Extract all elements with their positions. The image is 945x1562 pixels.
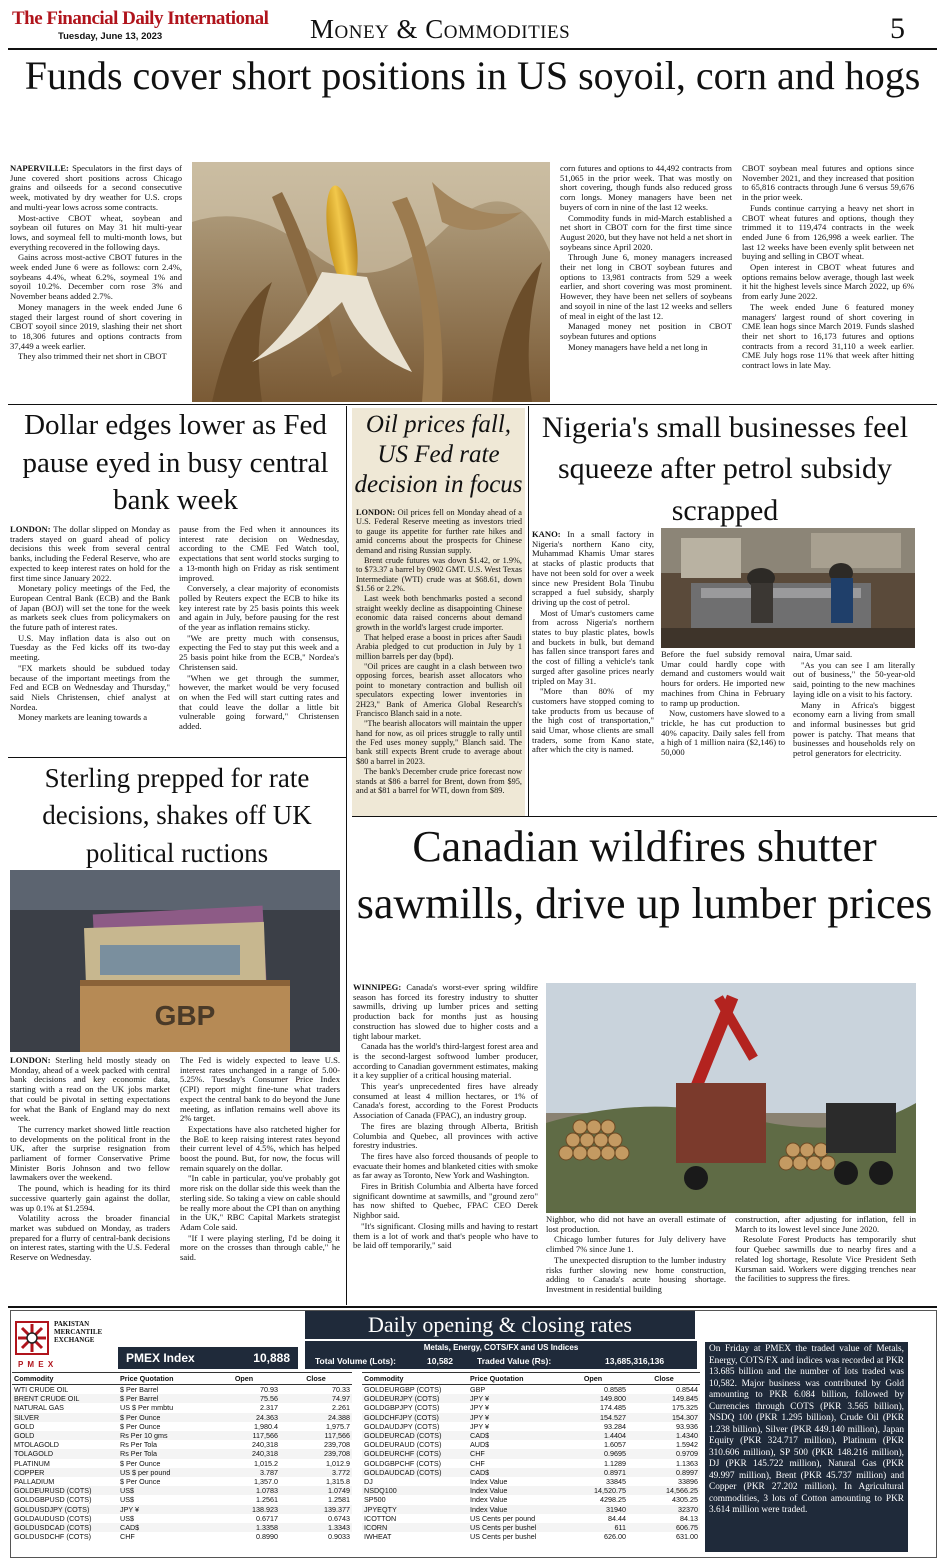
story1-para: Open interest in CBOT wheat futures and options remains below average, though last week it hit the highest levels since March 2022, up 6% from early June 2022. [742, 262, 914, 302]
quotation-cell: CAD$ [118, 1523, 208, 1532]
rate-row [12, 1495, 352, 1504]
close-cell: 0.6743 [328, 1513, 350, 1523]
story6-col3 [735, 1215, 916, 1303]
pmex-emblem-icon [12, 1318, 52, 1358]
rate-row [362, 1495, 700, 1504]
logo-abbr: P M E X [18, 1360, 55, 1369]
quotation-cell: JPY ¥ [118, 1505, 208, 1514]
close-cell: 84.13 [680, 1513, 698, 1523]
volume-label: Total Volume (Lots): [315, 1356, 396, 1366]
quotation-cell: JPY ¥ [470, 1403, 490, 1413]
story6-para: The fires are blazing through Alberta, British Columbia and Quebec, all provinces with active forestry industries. [353, 1120, 538, 1151]
open-cell: 1.0783 [208, 1486, 280, 1495]
rate-row [362, 1449, 700, 1458]
quotation-cell: US Cents per pound [470, 1513, 536, 1523]
quotation-cell: $ Per Ounce [120, 1458, 161, 1468]
close-cell: 139.377 [280, 1505, 352, 1514]
story1-para: Managed money net position in CBOT soybean futures and options [560, 321, 732, 341]
open-cell: 240,318 [208, 1449, 280, 1458]
commodity-cell: IWHEAT [364, 1532, 392, 1542]
rate-row [362, 1422, 700, 1431]
quotation-cell: US$ [118, 1486, 208, 1495]
story1-col2 [560, 164, 732, 400]
rate-row [362, 1385, 700, 1395]
story4-headline: Nigeria's small businesses feel squeeze after petrol subsidy scrapped [541, 411, 909, 527]
rate-row [362, 1486, 700, 1495]
rate-row [362, 1394, 700, 1403]
commodity-cell: SILVER [12, 1413, 118, 1422]
close-cell: 1.5942 [676, 1440, 698, 1450]
quotation-cell: Index Value [470, 1495, 508, 1505]
open-cell: 70.93 [260, 1385, 278, 1394]
commodity-cell: GOLDGBPCHF (COTS) [364, 1458, 442, 1468]
rate-row [12, 1449, 352, 1458]
story2-para: Conversely, a clear majority of economists polled by Reuters expect the ECB to hike its key interest rate by 25 basis points this week and again in July, before pausing for the rest of the year as inflation remains sticky. [179, 583, 339, 633]
rate-row [12, 1422, 352, 1431]
story5-para: The currency market showed little reaction to developments on the political front in the UK, after the surprise resignation from parliament of former Conservative Prime Minister Boris Johnson and two fellow lawmakers over the weekend. [10, 1123, 170, 1183]
open-cell: 33845 [606, 1477, 626, 1487]
open-cell: 14,520.75 [558, 1486, 628, 1495]
open-cell: 1.4404 [558, 1431, 628, 1440]
story4-para: "More than 80% of my customers have stopped coming to take products from us because of the high cost of transportation," said Umar, whose clients are small traders, some from Kano state, after which the city is named. [532, 686, 654, 755]
story2-col2 [179, 525, 339, 753]
open-cell: 1,980.4 [254, 1421, 278, 1431]
story4-col1 [532, 530, 654, 812]
close-cell: 117,566 [280, 1431, 352, 1440]
quotation-cell: CHF [468, 1449, 558, 1458]
col-header: Open [208, 1373, 280, 1385]
story5-para: The pound, which is heading for its third successive quarterly gain against the dollar, was up 0.1% at $1.2594. [10, 1183, 170, 1213]
close-cell: 74.97 [280, 1394, 352, 1403]
col-header: Commodity [12, 1373, 118, 1385]
story1-col3 [742, 164, 914, 400]
rate-row [12, 1477, 352, 1486]
commodity-cell: NSDQ100 [362, 1486, 468, 1495]
story5-col1 [10, 1056, 170, 1302]
close-cell: 631.00 [676, 1532, 698, 1542]
rate-row [362, 1477, 700, 1486]
close-cell: 154.307 [628, 1413, 700, 1422]
rate-row [12, 1385, 352, 1395]
story4-para: Before the fuel subsidy removal Umar could hardly cope with demand and customers would wait hours for orders. He imported new machines from China in February to ramp up production. [661, 650, 785, 708]
index-label: PMEX Index [126, 1351, 195, 1365]
story1-para: corn futures and options to 44,492 contracts from 51,065 in the prior week. That was mostly on short covering, though funds also reduced gross corn longs. Money managers have been net buyers of corn in nine of the last 12 weeks. [560, 164, 732, 212]
close-cell: 2.261 [332, 1403, 350, 1413]
story6-para: Canada has the world's third-largest forest area and is the second-largest softwood lumber producer, according to Canadian government estimates, making it a key supplier of a critical housing material. [353, 1041, 538, 1081]
traded-value: 13,685,316,136 [605, 1356, 665, 1366]
close-cell: 0.9709 [628, 1449, 700, 1458]
close-cell: 0.9033 [328, 1532, 350, 1542]
open-cell: 4298.25 [600, 1495, 626, 1505]
quotation-cell: Index Value [470, 1477, 508, 1487]
story4-para: naira, Umar said. [793, 650, 853, 659]
commodity-cell: GOLDUSDCHF (COTS) [14, 1532, 92, 1542]
commodity-cell: GOLDUSDCAD (COTS) [12, 1523, 118, 1532]
divider [352, 816, 937, 817]
quotation-cell: Rs Per Tola [120, 1440, 158, 1450]
close-cell: 3.772 [280, 1468, 352, 1477]
story6-headline: Canadian wildfires shutter sawmills, drive up lumber prices [356, 822, 933, 929]
divider [8, 1306, 937, 1308]
commodity-cell: ICOTTON [364, 1513, 397, 1523]
rate-row [12, 1413, 352, 1422]
open-cell: 1,357.0 [254, 1477, 278, 1487]
page-number: 5 [890, 12, 905, 45]
commodity-cell: GOLDEURCHF (COTS) [362, 1449, 468, 1458]
volume-value: 10,582 [427, 1356, 453, 1366]
commodity-cell: GOLDAUDCAD (COTS) [362, 1468, 468, 1477]
quotation-cell: US $ Per mmbtu [120, 1403, 174, 1413]
corn-photo [192, 162, 550, 402]
rate-row [12, 1394, 352, 1403]
story2-para: pause from the Fed when it announces its interest rate decision on Wednesday, according to the CME Fed Watch tool, expectations that sent world stocks surging to a 13-month high on Friday as risk sentiment improved. [179, 525, 339, 583]
open-cell: 3.787 [208, 1468, 280, 1477]
volume-bar [305, 1341, 697, 1369]
story6-para: Nighbor, who did not have an overall estimate of lost production. [546, 1215, 726, 1234]
quotation-cell: Index Value [468, 1486, 558, 1495]
open-cell: 1.6057 [604, 1440, 626, 1450]
story3-para: "The bearish allocators will maintain the upper hand for now, as oil prices struggle to rally until the Fed uses money supply," Blanch said. The bank still expects Brent crude to average about $80 a barrel in 2023. [356, 719, 522, 766]
commodity-cell: BRENT CRUDE OIL [12, 1394, 118, 1403]
quotation-cell: US$ [120, 1495, 134, 1505]
close-cell: 0.8544 [676, 1385, 698, 1394]
story2-para: "When we get through the summer, however, the market would be very focused on when the Fed will start cutting rates and that could leave the dollar a little bit vulnerable going forward," Christensen added. [179, 672, 339, 732]
rate-row [12, 1431, 352, 1440]
divider [346, 760, 347, 1305]
factory-photo [661, 528, 915, 648]
rates-title: Daily opening & closing rates [305, 1311, 695, 1339]
story1-para: The week ended June 6 featured money managers' largest round of short covering in CME lean hogs since March 2019. Funds slashed their net short to 16,173 futures and options contracts from a record 31,110 a week earlier. CME July hogs rose 11% that week after hitting contract lows in late May. [742, 301, 914, 371]
story6-para: "It's significant. Closing mills and having to restart them is a lot of work and that's people who have to be laid off temporarily," said [353, 1220, 538, 1251]
quotation-cell: $ Per Barrel [118, 1394, 208, 1403]
close-cell: 32370 [628, 1505, 700, 1514]
story6-dateline: WINNIPEG: [353, 983, 402, 992]
open-cell: 31940 [558, 1505, 628, 1514]
header-rule [8, 48, 937, 50]
commodity-cell: MTOLAGOLD [14, 1440, 59, 1450]
rates-summary: On Friday at PMEX the traded value of Metals, Energy, COTS/FX and indices was recorded at PKR 13.685 billion and the number of lots traded was 10,582. Major business was contributed by Gold amounting to PKR 6.084 billion, followed by Currencies through COTS (PKR 3.565 billion), NSDQ 100 (PKR 1.295 billion), Crude Oil (PKR 1.238 billion), Silver (PKR 449.140 million), Japan Equity (PKR 324.717 million), Platinum (PKR 310.606 million), SP 500 (PKR 148.216 million), DJ (PKR 145.722 million), Natural Gas (PKR 49.997 million), Brent (PKR 45.737 million) and Copper (PKR 27.202 million). In Agricultural commodities, 3 lots of Cotton amounting to PKR 3.614 million were traded. [705, 1342, 908, 1552]
quotation-cell: Index Value [468, 1505, 558, 1514]
rate-row [362, 1505, 700, 1514]
divider [8, 757, 346, 758]
story6-para: Fires in British Columbia and Alberta have forced significant downtime at sawmills, and "ground zero" has now shifted to Quebec, FPAC CEO Derek Nighbor said. [353, 1181, 538, 1221]
story4-col2 [661, 650, 785, 812]
open-cell: 174.485 [600, 1403, 626, 1413]
story5-headline: Sterling prepped for rate decisions, shakes off UK political ructions [42, 763, 312, 868]
rate-row [362, 1514, 700, 1523]
quotation-cell: US Cents per bushel [468, 1523, 558, 1532]
story6-para: construction, after adjusting for inflation, fell in March to its lowest level since June 2020. [735, 1215, 916, 1234]
commodity-cell: WTI CRUDE OIL [14, 1385, 69, 1394]
close-cell: 1.1363 [676, 1458, 698, 1468]
rate-row [12, 1523, 352, 1532]
open-cell: 2.317 [260, 1403, 278, 1413]
rates-table-left [12, 1372, 352, 1541]
commodity-cell: COPPER [12, 1468, 118, 1477]
story6-para: Chicago lumber futures for July delivery have climbed 7% since June 1. [546, 1234, 726, 1255]
open-cell: 0.8990 [256, 1532, 278, 1542]
rate-row [12, 1440, 352, 1449]
open-cell: 154.527 [558, 1413, 628, 1422]
rate-row [12, 1403, 352, 1412]
story5-para: "In cable in particular, you've probably got more risk on the dollar side this week than the sterling side. So taking a view on cable should be really more about the CPI than on anything in the UK," RBC Capital Markets strategist Adam Cole said. [180, 1173, 340, 1232]
story4-para: "As you can see I am literally out of business," the 50-year-old said, pointing to the new machines laying idle on a visit to his factory. [793, 659, 915, 699]
pmex-logo [12, 1318, 112, 1374]
quotation-cell: US$ [120, 1513, 134, 1523]
col-header: Open [558, 1373, 628, 1385]
quotation-cell: GBP [470, 1385, 486, 1394]
story4-dateline: KANO: [532, 530, 561, 539]
rate-row [362, 1403, 700, 1412]
story1-para: Most-active CBOT wheat, soybean and soybean oil futures on May 31 hit multi-year lows, and soymeal fell to multi-month lows, but everything recovered in the following days. [10, 212, 182, 252]
close-cell: 24.388 [280, 1413, 352, 1422]
story6-para: The fires have also forced thousands of people to evacuate their homes and blanketed cities with smoke as far away as Toronto, New York and Washington. [353, 1150, 538, 1181]
commodity-cell: ICORN [362, 1523, 468, 1532]
gbp-photo [10, 870, 340, 1052]
rate-row [12, 1532, 352, 1541]
open-cell: 138.923 [208, 1505, 280, 1514]
quotation-cell: CHF [120, 1532, 135, 1542]
quotation-cell: AUD$ [470, 1440, 490, 1450]
commodity-cell: GOLDCHFJPY (COTS) [362, 1413, 468, 1422]
lumber-photo [546, 983, 916, 1213]
story1-para: Commodity funds in mid-March established a net short in CBOT corn for the first time since August 2020, but they have not held a net short in soybeans since April 2020. [560, 212, 732, 252]
story3-headline: Oil prices fall, US Fed rate decision in focus [354, 411, 523, 498]
story4-para: Now, customers have slowed to a trickle, he has cut production to 40% capacity. Daily sales fell from a high of 1 million naira ($2,146) to 50,000 [661, 708, 785, 758]
quotation-cell: JPY ¥ [470, 1421, 490, 1431]
story1-para: They also trimmed their net short in CBOT [18, 351, 167, 362]
logo-text: EXCHANGE [54, 1336, 95, 1345]
open-cell: 117,566 [208, 1431, 280, 1440]
col-header: Commodity [362, 1373, 468, 1385]
rates-table-right [362, 1372, 700, 1541]
close-cell: 239,708 [324, 1440, 350, 1450]
story3-para: Brent crude futures was down $1.42, or 1.9%, to $73.37 a barrel by 0902 GMT. U.S. West Texas Intermediate (WTI) crude was at $68.61, down $1.56 or 2.2%. [356, 555, 522, 593]
story1-headline: Funds cover short positions in US soyoil, corn and hogs [24, 53, 921, 98]
open-cell: 611 [558, 1523, 628, 1532]
story4-para: Many in Africa's biggest economy earn a living from small and informal businesses but grid power is patchy. That means that businesses and households rely on petrol generators for electricity. [793, 699, 915, 759]
open-cell: 626.00 [604, 1532, 626, 1542]
story1-dateline: NAPERVILLE: [10, 164, 69, 173]
close-cell: 175.325 [672, 1403, 698, 1413]
open-cell: 240,318 [252, 1440, 278, 1450]
masthead-title: The Financial Daily International [12, 8, 269, 29]
story1-para: Funds continue carrying a heavy net short in CBOT wheat futures and options, though they trimmed it to 119,474 contracts in the week ended June 6 from 126,998 a week earlier. The last 12 weeks have been evenly split between net buying and selling in CBOT wheat. [742, 202, 914, 262]
close-cell: 70.33 [332, 1385, 350, 1394]
commodity-cell: SP500 [364, 1495, 386, 1505]
quotation-cell: $ Per Ounce [118, 1413, 208, 1422]
close-cell: 1,315.8 [326, 1477, 350, 1487]
open-cell: 1.3358 [208, 1523, 280, 1532]
commodity-cell: PALLADIUM [14, 1477, 55, 1487]
open-cell: 0.9695 [558, 1449, 628, 1458]
commodity-cell: GOLDGBPJPY (COTS) [364, 1403, 440, 1413]
rate-row [362, 1459, 700, 1468]
close-cell: 33896 [678, 1477, 698, 1487]
traded-label: Traded Value (Rs): [477, 1356, 552, 1366]
story2-dateline: LONDON: [10, 525, 51, 534]
commodity-cell: GOLDEURAUD (COTS) [364, 1440, 442, 1450]
rate-row [12, 1486, 352, 1495]
col-header: Price Quotation [468, 1373, 558, 1385]
rate-row [12, 1514, 352, 1523]
story6-para: Canada's worst-ever spring wildfire season has forced its forestry industry to shutter sawmills, driving up lumber prices and setting production back for months just as housing construction has slowed due to higher costs and a tight labour market. [353, 983, 538, 1041]
index-value: 10,888 [253, 1351, 290, 1365]
story2-para: Monetary policy meetings of the Fed, the European Central Bank (ECB) and the Bank of Japan (BOJ) will set the tone for the week as markets seek clues from policymakers on the future path of interest rates. [10, 583, 170, 633]
group-title: Metals, Energy, COTS/FX and US Indices [423, 1343, 579, 1352]
col-header: Close [280, 1373, 352, 1385]
open-cell: 84.44 [608, 1513, 626, 1523]
story1-para: Money managers have held a net long in [568, 341, 708, 352]
story2-para: The dollar slipped on Monday as traders stayed on guard ahead of policy decisions this week from several central banks, including the Federal Reserve, who are expected to keep interest rates on hold for the first time since January 2022. [10, 525, 170, 583]
rate-row [362, 1431, 700, 1440]
story1-para: Gains across most-active CBOT futures in the week ended June 6 were as follows: corn 2.4%, soybeans 4.4%, wheat 6.2%, soymeal 1% and soyoil 10.2%. December corn rose 3% and November beans added 2.7%. [10, 252, 182, 302]
col-header: Close [628, 1373, 700, 1385]
quotation-cell: Rs Per 10 gms [118, 1431, 208, 1440]
commodity-cell: GOLDEURJPY (COTS) [362, 1394, 468, 1403]
divider [528, 406, 529, 816]
quotation-cell: $ Per Ounce [120, 1477, 161, 1487]
open-cell: 75.56 [208, 1394, 280, 1403]
close-cell: 14,566.25 [628, 1486, 700, 1495]
story1-col1 [10, 164, 182, 400]
quotation-cell: JPY ¥ [468, 1413, 558, 1422]
commodity-cell: DJ [364, 1477, 373, 1487]
section-title: Money & Commodities [310, 14, 571, 44]
open-cell: 149.800 [558, 1394, 628, 1403]
rate-row [362, 1440, 700, 1449]
quotation-cell: $ Per Ounce [120, 1421, 161, 1431]
close-cell: 606.75 [628, 1523, 700, 1532]
gbp-label: GBP [154, 1000, 216, 1031]
commodity-cell: GOLD [12, 1431, 118, 1440]
story4-para: In a small factory in Nigeria's northern Kano city, Muhammad Khamis Umar stares at stacks of plastic products that have not been sold for over a week since new President Bola Tinubu scrapped a fuel subsidy, sharply driving up the cost of petrol. [532, 530, 654, 607]
commodity-cell: JPYEQTY [362, 1505, 468, 1514]
story5-col2 [180, 1056, 340, 1302]
story3-para: Last week both benchmarks posted a second straight weekly decline as disappointing Chinese economic data raised concerns about demand growth in the world's largest crude importer. [356, 594, 522, 632]
commodity-cell: GOLDEURCAD (COTS) [362, 1431, 468, 1440]
commodity-cell: GOLDEURGBP (COTS) [364, 1385, 442, 1394]
close-cell: 1,012.9 [326, 1458, 350, 1468]
story1-para: Through June 6, money managers increased their net long in CBOT soybean futures and options to 13,981 contracts from 529 a week earlier, and short covering was most prominent. However, they have been net sellers of soybeans and soyoil in nine of the last 12 weeks and sellers of meal in eight of the last 12. [560, 252, 732, 321]
open-cell: 1.1289 [604, 1458, 626, 1468]
rate-row [12, 1505, 352, 1514]
story6-para: This year's unprecedented fires have already consumed at least 4 million hectares, or 1% of Canada's forest, according to the Forest Products Association of Canada (FPAC), an industry group. [353, 1081, 538, 1121]
story3-dateline: LONDON: [356, 508, 396, 517]
commodity-cell: GOLDUSDJPY (COTS) [12, 1505, 118, 1514]
commodity-cell: PLATINUM [14, 1458, 50, 1468]
close-cell: 239,708 [280, 1449, 352, 1458]
story6-col2 [546, 1215, 726, 1303]
story3-para: Oil prices fell on Monday ahead of a U.S. Federal Reserve meeting as investors tried to gauge its appetite for further rate hikes and amid concerns about the prospects for Chinese demand and rising Russian supply. [356, 508, 522, 555]
commodity-cell: GOLDAUDJPY (COTS) [364, 1421, 440, 1431]
quotation-cell: CAD$ [468, 1468, 558, 1477]
story5-dateline: LONDON: [10, 1056, 51, 1065]
story2-para: Money markets are leaning towards a [18, 712, 148, 723]
pmex-index-bar [118, 1347, 298, 1369]
close-cell: 4305.25 [672, 1495, 698, 1505]
open-cell: 1,015.2 [254, 1458, 278, 1468]
logo-text: PAKISTAN [54, 1320, 90, 1328]
quotation-cell: JPY ¥ [468, 1394, 558, 1403]
rate-row [362, 1532, 700, 1541]
close-cell: 149.845 [628, 1394, 700, 1403]
open-cell: 24.363 [208, 1413, 280, 1422]
commodity-cell: GOLDAUDUSD (COTS) [14, 1513, 92, 1523]
close-cell: 93.936 [676, 1421, 698, 1431]
story5-para: Expectations have also ratcheted higher for the BoE to keep raising interest rates beyond their current level of 4.5%, which has helped boost the pound. But, for now, the focus will remain squarely on the dollar. [180, 1123, 340, 1173]
close-cell: 0.8997 [628, 1468, 700, 1477]
close-cell: 1.0749 [280, 1486, 352, 1495]
quotation-cell: $ Per Barrel [120, 1385, 159, 1394]
commodity-cell: GOLDGBPUSD (COTS) [14, 1495, 92, 1505]
rate-row [362, 1413, 700, 1422]
story2-para: "FX markets should be subdued today because of the important meetings from the Fed and ECB on Wednesday and Thursday," said Niels Christensen, chief analyst at Nordea. [10, 662, 170, 712]
quotation-cell: US $ per pound [118, 1468, 208, 1477]
story3-para: "Oil prices are caught in a clash between two opposing forces, bearish asset allocators who point to monetary contraction and bullish oil speculators expecting lower inventories in 2H23," Bank of America Global Research's Francisco Blanch said in a note. [356, 662, 522, 718]
logo-text: MERCANTILE [54, 1328, 103, 1337]
story2-headline: Dollar edges lower as Fed pause eyed in busy central bank week [22, 409, 329, 517]
open-cell: 0.8585 [604, 1385, 626, 1394]
story3-para: That helped erase a boost in prices after Saudi Arabia pledged to cut production in July by 1 million barrels per day (bpd). [356, 632, 522, 661]
close-cell: 1.3343 [280, 1523, 352, 1532]
story6-col1 [353, 983, 538, 1303]
open-cell: 0.8971 [558, 1468, 628, 1477]
quotation-cell: US Cents per bushel [470, 1532, 537, 1542]
open-cell: 93.284 [604, 1421, 626, 1431]
rate-row [362, 1523, 700, 1532]
quotation-cell: CHF [470, 1458, 485, 1468]
open-cell: 1.2561 [256, 1495, 278, 1505]
rate-row [362, 1468, 700, 1477]
story6-para: Resolute Forest Products has temporarily shut four Quebec sawmills due to nearby fires and a related log shortage, Resolute Vice President Seth Kursman said. Workers were digging trenches near the facilities to suppress the fires. [735, 1234, 916, 1284]
commodity-cell: GOLDEURUSD (COTS) [12, 1486, 118, 1495]
story5-para: Volatility across the broader financial market was subdued on Monday, as traders prepared for a flurry of central-bank decisions on interest rates, starting with the U.S. Federal Reserve on Wednesday. [10, 1213, 170, 1263]
close-cell: 1.4340 [628, 1431, 700, 1440]
quotation-cell: CAD$ [468, 1431, 558, 1440]
story3-para: The bank's December crude price forecast now stands at $86 a barrel for Brent, down from $95, and at $81 a barrel for WTI, down from $89. [356, 767, 522, 795]
story2-para: "We are pretty much with consensus, expecting the Fed to stay put this week and a 25 basis point hike from the ECB," Nordea's Christensen said. [179, 632, 339, 672]
story1-para: Money managers in the week ended June 6 staged their largest round of short covering in CBOT soyoil since 2019, slashing their net short to 18,306 futures and options contracts from 37,449 a week earlier. [10, 301, 182, 351]
story2-para: U.S. May inflation data is also out on Tuesday as the Fed kicks off its two-day meeting. [10, 632, 170, 663]
story5-para: Sterling held mostly steady on Monday, ahead of a week packed with central bank decisions and key economic data, starting with a read on the UK jobs market that could be pivotal in setting expectations for what the Bank of England may do next week. [10, 1056, 170, 1124]
quotation-cell: Rs Per Tola [118, 1449, 208, 1458]
story2-col1 [10, 525, 170, 753]
story4-para: Most of Umar's customers came from across Nigeria's northern states to buy plastic plates, bowls and buckets in bulk, but demand has fallen since transport fares and the cost of filling a vehicle's tank surged after gasoline prices nearly tripled on May 31. [532, 607, 654, 686]
commodity-cell: TOLAGOLD [12, 1449, 118, 1458]
story3-body [356, 508, 522, 813]
open-cell: 0.6717 [256, 1513, 278, 1523]
story4-col3 [793, 650, 915, 812]
divider [8, 404, 937, 405]
commodity-cell: GOLD [14, 1421, 35, 1431]
rate-row [12, 1468, 352, 1477]
col-header: Price Quotation [118, 1373, 208, 1385]
divider [346, 406, 347, 816]
story5-para: The Fed is widely expected to leave U.S. interest rates unchanged in a range of 5.00-5.25%. Tuesday's Consumer Price Index (CPI) report might fine-tune what traders expect the central bank to do beyond the June meeting, as inflation remains well above its 2% target. [180, 1056, 340, 1124]
story6-para: The unexpected disruption to the lumber industry risks further slowing new home construction, adding to Canada's acute housing shortage. Investment in residential building [546, 1254, 726, 1294]
rate-row [12, 1459, 352, 1468]
story5-para: "If I were playing sterling, I'd be doing it more on the crosses than through cable," he said. [180, 1232, 340, 1263]
commodity-cell: NATURAL GAS [14, 1403, 64, 1413]
close-cell: 1.2581 [328, 1495, 350, 1505]
story1-para: Speculators in the first days of June covered short positions across Chicago grains and oilseeds for a second consecutive week, motivated by dry weather for U.S. crops and multi-year lows across some contracts. [10, 164, 182, 212]
story1-para: CBOT soybean meal futures and options since November 2021, and they increased that position to 65,816 contracts through June 6 versus 59,676 in the prior week. [742, 164, 914, 203]
masthead-date: Tuesday, June 13, 2023 [58, 31, 163, 42]
close-cell: 1,975.7 [326, 1421, 350, 1431]
